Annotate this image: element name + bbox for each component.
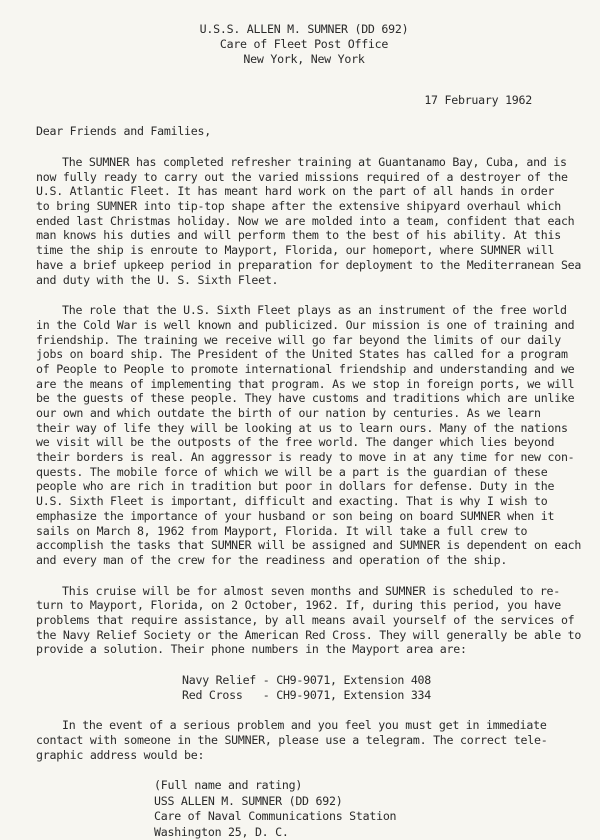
paragraph-line: ended last Christmas holiday. Now we are molded into a team, confident that each [36, 213, 575, 228]
paragraph-line: man knows his duties and will perform them to the best of his ability. At this [36, 228, 561, 243]
paragraph-line: provide a solution. Their phone numbers in the Mayport area are: [36, 642, 467, 657]
paragraph-line: accomplish the tasks that SUMNER will be assigned and SUMNER is dependent on each [36, 538, 582, 553]
paragraph-line: jobs on board ship. The President of the United States has called for a program [36, 347, 568, 362]
paragraph-line: The SUMNER has completed refresher training at Guantanamo Bay, Cuba, and is [62, 155, 567, 169]
paragraph-line: sails on March 8, 1962 from Mayport, Florida. It will take a full crew to [36, 523, 528, 538]
paragraph-line: are the means of implementing that program. As we stop in foreign ports, we will [36, 376, 575, 391]
letterhead-ship-name: U.S.S. ALLEN M. SUMNER (DD 692) [199, 22, 409, 36]
paragraph-line: friendship. The training we receive will go far beyond the limits of our daily [36, 332, 561, 347]
paragraph-line: turn to Mayport, Florida, on 2 October, 1962. If, during this period, you have [36, 598, 561, 613]
paragraph-line: U.S. Atlantic Fleet. It has meant hard work on the part of all hands in order [36, 184, 555, 199]
address-line: Washington 25, D. C. [154, 824, 289, 839]
paragraph-line: The role that the U.S. Sixth Fleet plays as an instrument of the free world [62, 303, 567, 318]
paragraph-line: and duty with the U. S. Sixth Fleet. [36, 272, 279, 287]
paragraph-2 [36, 303, 582, 567]
address-line: (Full name and rating) [154, 778, 303, 793]
letterhead-post-office: Care of Fleet Post Office [219, 37, 389, 51]
paragraph-line: graphic address would be: [36, 747, 205, 762]
paragraph-line: now fully ready to carry out the varied missions required of a destroyer of the [36, 169, 568, 184]
paragraph-1 [36, 155, 582, 287]
paragraph-line: their way of life they will be looking at us to learn ours. Many of the nations [36, 420, 568, 435]
paragraph-line: This cruise will be for almost seven months and SUMNER is scheduled to re- [62, 583, 561, 598]
paragraph-line: emphasize the importance of your husband or son being on board SUMNER when it [36, 508, 555, 523]
paragraph-line: the Navy Relief Society or the American Red Cross. They will generally be able to [36, 627, 582, 642]
paragraph-line: their borders is real. An aggressor is ready to move in at any time for new con- [36, 450, 575, 465]
paragraph-line: to bring SUMNER into tip-top shape after the extensive shipyard overhaul which [36, 199, 561, 214]
paragraph-line: quests. The mobile force of which we will be a part is the guardian of these [36, 464, 548, 479]
paragraph-3 [36, 583, 582, 657]
paragraph-line: have a brief upkeep period in preparation for deployment to the Mediterranean Sea [36, 257, 582, 272]
paragraph-line: problems that require assistance, by all means avail yourself of the services of [36, 612, 575, 627]
salutation: Dear Friends and Families, [36, 124, 211, 138]
telegraphic-address [36, 778, 562, 840]
phone-red-cross: Red Cross - CH9-9071, Extension 334 [182, 687, 432, 702]
letterhead-city: New York, New York [243, 52, 365, 66]
phone-navy-relief: Navy Relief - CH9-9071, Extension 408 [182, 673, 432, 687]
paragraph-line: be the guests of these people. They have customs and traditions which are unlike [36, 391, 575, 406]
letterhead [36, 22, 562, 67]
address-line: Care of Naval Communications Station [154, 809, 397, 824]
paragraph-line: of People to People to promote international friendship and understanding and we [36, 361, 575, 376]
phone-numbers [36, 673, 562, 702]
paragraph-line: in the Cold War is well known and publicized. Our mission is one of training and [36, 317, 575, 332]
letter-date: 17 February 1962 [424, 93, 532, 107]
paragraph-4 [36, 718, 562, 762]
paragraph-line: people who are rich in tradition but poor in dollars for defense. Duty in the [36, 479, 555, 494]
paragraph-line: contact with someone in the SUMNER, please use a telegram. The correct tele- [36, 733, 548, 748]
paragraph-line: time the ship is enroute to Mayport, Florida, our homeport, where SUMNER will [36, 243, 555, 258]
paragraph-line: U.S. Sixth Fleet is important, difficult and exacting. That is why I wish to [36, 494, 548, 509]
address-line: USS ALLEN M. SUMNER (DD 692) [154, 793, 343, 808]
paragraph-line: our own and which outdate the birth of our nation by centuries. As we learn [36, 406, 541, 420]
paragraph-line: we visit will be the outposts of the free world. The danger which lies beyond [36, 435, 555, 450]
paragraph-line: and every man of the crew for the readiness and operation of the ship. [36, 552, 508, 567]
paragraph-line: In the event of a serious problem and you feel you must get in immediate [62, 718, 547, 733]
